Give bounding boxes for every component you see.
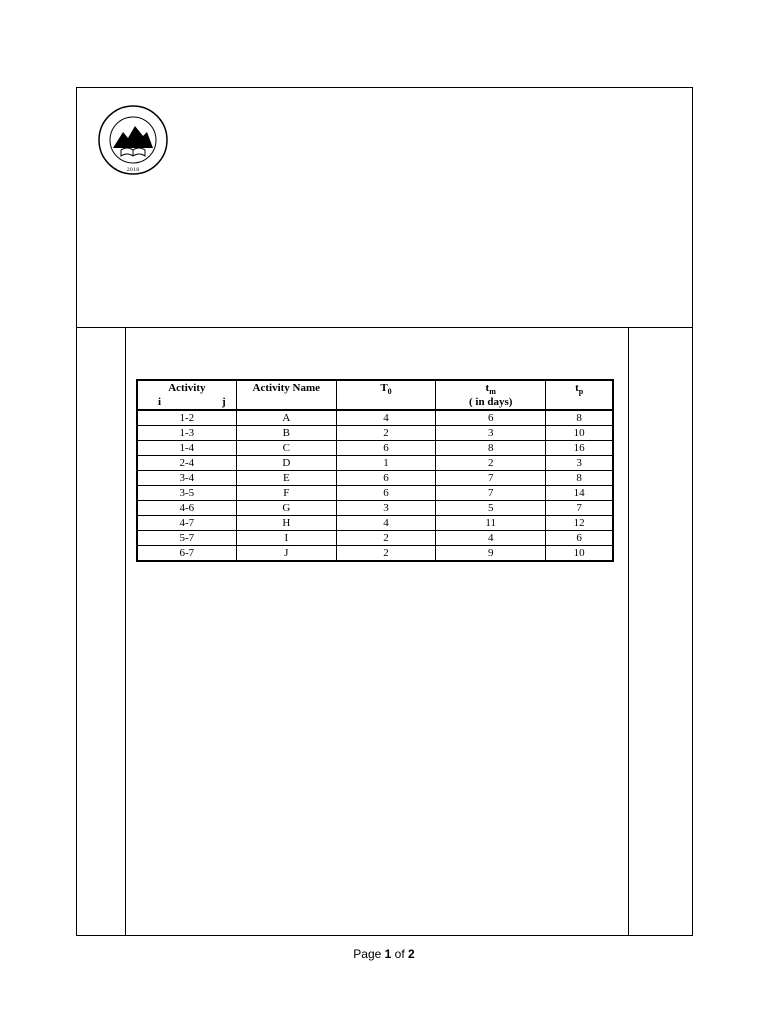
cell-activity: 3-5	[137, 486, 236, 501]
cell-tm: 6	[436, 410, 546, 426]
cell-t0: 3	[336, 501, 435, 516]
table-row	[137, 471, 613, 486]
cell-name: D	[236, 456, 336, 471]
cell-name: F	[236, 486, 336, 501]
cell-name: E	[236, 471, 336, 486]
cell-tm: 11	[436, 516, 546, 531]
cell-tp: 6	[546, 531, 613, 546]
cell-t0: 6	[336, 471, 435, 486]
cell-name: B	[236, 426, 336, 441]
cell-tp: 10	[546, 546, 613, 562]
cell-tp: 8	[546, 410, 613, 426]
cell-activity: 5-7	[137, 531, 236, 546]
header-activity	[137, 380, 236, 410]
left-column-divider	[125, 328, 126, 935]
cell-tm: 4	[436, 531, 546, 546]
header-box	[77, 88, 692, 328]
seal-year: 2018	[126, 167, 140, 173]
cell-tm: 8	[436, 441, 546, 456]
table-row	[137, 486, 613, 501]
cell-activity: 1-3	[137, 426, 236, 441]
right-column-divider	[628, 328, 629, 935]
cell-tm: 9	[436, 546, 546, 562]
cell-t0: 2	[336, 531, 435, 546]
footer-current-page: 1	[384, 947, 392, 961]
cell-activity: 6-7	[137, 546, 236, 562]
table-row	[137, 456, 613, 471]
cell-tm: 7	[436, 486, 546, 501]
cell-t0: 4	[336, 410, 435, 426]
header-activity-i: i	[158, 396, 162, 408]
cell-name: J	[236, 546, 336, 562]
university-seal-icon	[97, 104, 169, 176]
cell-activity: 1-2	[137, 410, 236, 426]
cell-activity: 3-4	[137, 471, 236, 486]
cell-tp: 12	[546, 516, 613, 531]
header-tm-sub: m	[489, 387, 496, 397]
table-row	[137, 546, 613, 562]
cell-tm: 2	[436, 456, 546, 471]
table-row	[137, 501, 613, 516]
footer-total-pages: 2	[408, 947, 415, 961]
header-t0-sub: 0	[387, 387, 392, 397]
table-row	[137, 410, 613, 426]
cell-tp: 10	[546, 426, 613, 441]
header-t0-main: T	[380, 382, 388, 394]
cell-name: G	[236, 501, 336, 516]
header-tp-sub: p	[578, 387, 584, 397]
cell-tm: 7	[436, 471, 546, 486]
cell-t0: 2	[336, 546, 435, 562]
cell-tp: 7	[546, 501, 613, 516]
cell-activity: 4-7	[137, 516, 236, 531]
header-activity-label: Activity	[168, 382, 206, 394]
page-footer	[0, 947, 768, 961]
cell-tm: 5	[436, 501, 546, 516]
header-t0	[336, 380, 435, 410]
cell-tm: 3	[436, 426, 546, 441]
footer-page-word: Page	[353, 947, 382, 961]
cell-t0: 4	[336, 516, 435, 531]
table-row	[137, 516, 613, 531]
header-tm-main: t	[485, 382, 490, 394]
header-tp	[546, 380, 613, 410]
cell-name: C	[236, 441, 336, 456]
cell-t0: 1	[336, 456, 435, 471]
cell-tp: 8	[546, 471, 613, 486]
cell-name: A	[236, 410, 336, 426]
table-row	[137, 426, 613, 441]
cell-t0: 2	[336, 426, 435, 441]
cell-t0: 6	[336, 441, 435, 456]
cell-activity: 4-6	[137, 501, 236, 516]
cell-name: H	[236, 516, 336, 531]
table-row	[137, 441, 613, 456]
header-activity-name: Activity Name	[236, 380, 336, 410]
header-activity-j: j	[222, 396, 226, 408]
cell-activity: 2-4	[137, 456, 236, 471]
cell-tp: 3	[546, 456, 613, 471]
cell-tp: 16	[546, 441, 613, 456]
activity-table	[136, 379, 614, 562]
table-header-row	[137, 380, 613, 410]
header-tp-main: t	[575, 382, 579, 394]
header-tm-unit: ( in days)	[469, 396, 513, 408]
cell-tp: 14	[546, 486, 613, 501]
footer-of-word: of	[394, 947, 405, 961]
table-row	[137, 531, 613, 546]
header-tm	[436, 380, 546, 410]
cell-name: I	[236, 531, 336, 546]
cell-activity: 1-4	[137, 441, 236, 456]
cell-t0: 6	[336, 486, 435, 501]
